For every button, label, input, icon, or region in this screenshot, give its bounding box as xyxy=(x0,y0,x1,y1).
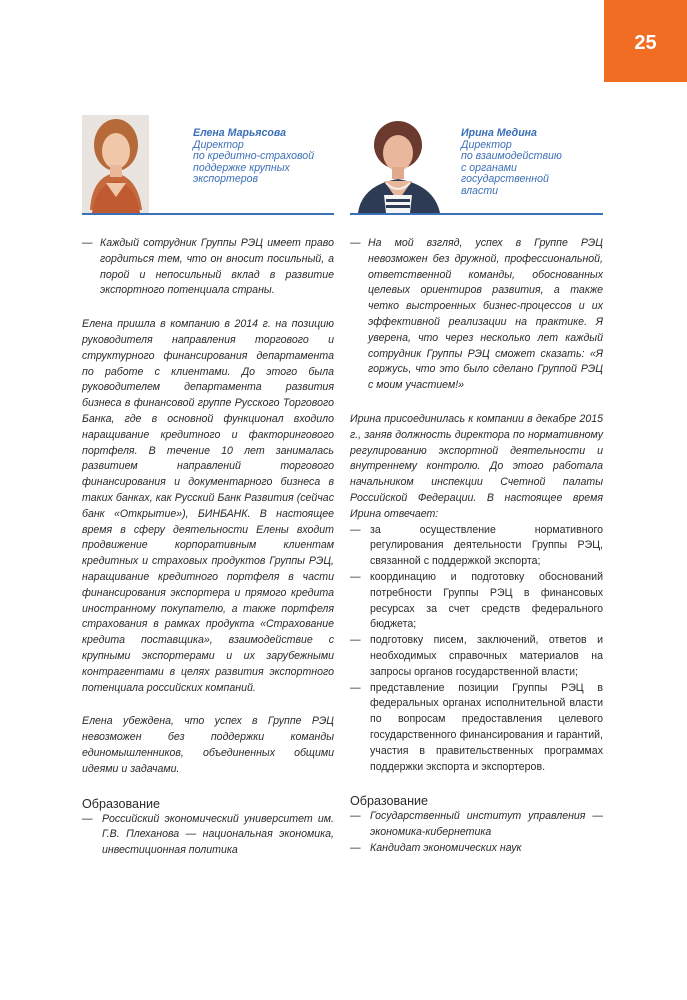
caption-right xyxy=(461,128,603,198)
quote-right xyxy=(350,236,603,394)
dash: — xyxy=(350,810,361,823)
list-item xyxy=(82,812,334,859)
dash: — xyxy=(82,812,93,825)
text-right xyxy=(350,236,603,857)
text-left xyxy=(82,236,334,859)
portrait-photo-right xyxy=(350,115,446,213)
duty-item: координацию и подготовку обоснований потребности Группы РЭЦ в финансовых ресурсах за счет средств федерального бюджета; xyxy=(370,570,603,631)
quote-text: Каждый сотрудник Группы РЭЦ имеет право гордиться тем, что он вносит посильный, а порой и непосильный вклад в развитие экспортного потенциала страны. xyxy=(100,237,334,297)
person-name: Елена Марьясова xyxy=(193,127,287,139)
person-name: Ирина Медина xyxy=(461,127,537,139)
list-item xyxy=(350,633,603,680)
page-number: 25 xyxy=(604,0,687,82)
bio-paragraph-2: Елена убеждена, что успех в Группе РЭЦ невозможен без поддержки команды единомышленников, объединенных общими идеями и задачами. xyxy=(82,715,334,775)
education-item: Государственный институт управления — экономика-кибернетика xyxy=(370,810,603,839)
quote-text: На мой взгляд, успех в Группе РЭЦ невозможен без дружной, профессиональной, ответственной команды, обоснованных целевых ориентиров развития, а также четко выстроенных бизнес-процессов и их эффективной реализации на практике. Я уверена, что через несколько лет каждый сотрудник Группы РЭЦ сможет сказать: «Я горжусь, что это было сделано Группой РЭЦ с моим участием!» xyxy=(368,237,603,392)
bio-paragraph: Ирина присоединилась к компании в декабре 2015 г., заняв должность директора по нормативному регулированию экспортной деятельности и внутреннему контролю. До этого работала начальником инспекции Счетной палаты Российской Федерации. В настоящее время Ирина отвечает: xyxy=(350,412,603,520)
dash: — xyxy=(350,681,361,694)
dash: — xyxy=(82,237,93,249)
bio-paragraph: Елена пришла в компанию в 2014 г. на позицию руководителя направления торгового и структурного финансирования департамента по работе с клиентами. До этого была руководителем департамента развития бизнеса в финансовой группе Русского Торгового Банка, где в основной функционал входило наращивание кредитного и факторингового портфеля. В течение 10 лет занималась развитием направлений торгового финансирования и документарного бизнеса в таких банках, как Русский Банк Развития (сейчас банк «Открытие»), БИНБАНК. В настоящее время в сферу деятельности Елены входит продвижение корпоративным клиентам кредитных и страховых продуктов Группы РЭЦ, наращивание кредитного портфеля в части финансирования экспортера и прямого кредита иностранному покупателю, а также портфеля страхования в рамках продукта «Страхование кредита поставщика», взаимодействие с крупными экспортерами и их зарубежными контрагентами в целях развития экспортного потенциала российских компаний. xyxy=(82,318,334,694)
quote-left xyxy=(82,236,334,299)
profile-header-right xyxy=(350,115,603,215)
dash: — xyxy=(350,634,361,647)
person-role: Директор по кредитно-страховой поддержке крупных экспортеров xyxy=(193,138,315,186)
person-role: Директор по взаимодействию с органами государственной власти xyxy=(461,138,562,197)
dash: — xyxy=(350,841,361,854)
caption-left xyxy=(193,128,333,186)
list-item xyxy=(350,681,603,776)
dash: — xyxy=(350,570,361,583)
education-heading: Образование xyxy=(82,796,161,811)
list-item xyxy=(350,809,603,841)
education-list xyxy=(82,812,334,859)
profile-header-left xyxy=(82,115,334,215)
duty-item: за осуществление нормативного регулирования деятельности Группы РЭЦ, связанной с поддержкой экспорта; xyxy=(370,523,603,568)
education-item: Российский экономический университет им. Г.В. Плеханова — национальная экономика, инвестиционная политика xyxy=(102,812,334,857)
duty-item: подготовку писем, заключений, ответов и необходимых справочных материалов на запросы органов государственной власти; xyxy=(370,634,603,678)
education-list xyxy=(350,809,603,856)
list-item xyxy=(350,570,603,633)
list-item xyxy=(350,523,603,570)
dash: — xyxy=(350,237,361,249)
blue-divider xyxy=(82,213,334,215)
duty-item: представление позиции Группы РЭЦ в федеральных органах исполнительной власти по вопросам предоставления целевого государственного финансирования и гарантий, участия в правительственных программах поддержки экспорта и экспортеров. xyxy=(370,681,603,773)
dash: — xyxy=(350,523,361,536)
education-item: Кандидат экономических наук xyxy=(370,841,522,854)
blue-divider xyxy=(350,213,603,215)
education-heading: Образование xyxy=(350,794,429,809)
duties-list xyxy=(350,523,603,776)
portrait-photo-left xyxy=(82,115,149,213)
list-item xyxy=(350,841,603,857)
